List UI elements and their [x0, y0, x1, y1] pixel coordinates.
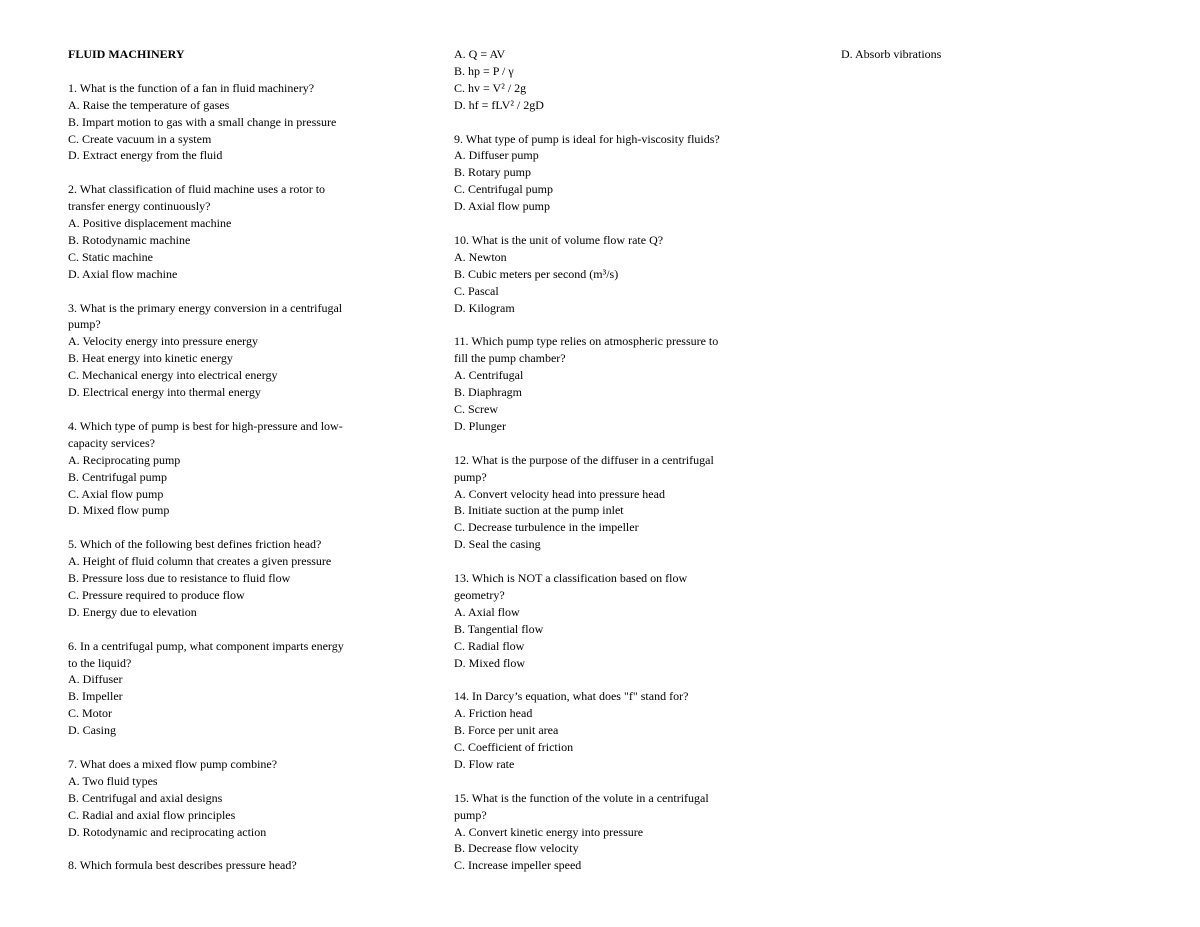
question-block	[68, 857, 398, 874]
answer-option: C. Radial and axial flow principles	[68, 807, 236, 822]
answer-option: B. Initiate suction at the pump inlet	[454, 503, 624, 518]
question-text: 6. In a centrifugal pump, what component imparts energy	[68, 638, 344, 653]
answer-option: A. Convert kinetic energy into pressure	[454, 824, 644, 839]
answer-option: B. Tangential flow	[454, 621, 544, 636]
answer-option: C. Pascal	[454, 283, 499, 298]
answer-option: C. Screw	[454, 401, 498, 416]
question-text: 13. Which is NOT a classification based on flow	[454, 571, 688, 586]
column-1	[68, 46, 398, 891]
question-text: to the liquid?	[68, 655, 132, 670]
question-text: fill the pump chamber?	[454, 351, 566, 366]
answer-option: A. Centrifugal	[454, 368, 524, 383]
question-text: transfer energy continuously?	[68, 199, 211, 214]
question-text: 12. What is the purpose of the diffuser in a centrifugal	[454, 452, 714, 467]
answer-option: D. Axial flow pump	[454, 199, 550, 214]
document-title: FLUID MACHINERY	[68, 47, 185, 61]
question-text: 2. What classification of fluid machine uses a rotor to	[68, 182, 326, 197]
answer-option: D. hf = fLV² / 2gD	[454, 97, 544, 112]
answer-option: A. Velocity energy into pressure energy	[68, 334, 258, 349]
question-text: 1. What is the function of a fan in fluid machinery?	[68, 80, 315, 95]
answer-option: D. Absorb vibrations	[841, 47, 942, 61]
answer-option: C. Radial flow	[454, 638, 525, 653]
answer-option: C. Mechanical energy into electrical energy	[68, 368, 278, 383]
question-text: 9. What type of pump is ideal for high-viscosity fluids?	[454, 131, 720, 146]
question-block	[454, 570, 784, 671]
question-block	[454, 131, 784, 216]
answer-option: D. Extract energy from the fluid	[68, 148, 223, 163]
answer-option: D. Flow rate	[454, 756, 515, 771]
answer-option: D. Plunger	[454, 418, 506, 433]
answer-option: B. Force per unit area	[454, 723, 559, 738]
question-text: 14. In Darcy’s equation, what does "f" stand for?	[454, 689, 689, 704]
question-text: 15. What is the function of the volute in a centrifugal	[454, 790, 709, 805]
answer-option: B. Diaphragm	[454, 385, 522, 400]
question-block	[68, 756, 398, 841]
answer-option: D. Energy due to elevation	[68, 604, 197, 619]
answer-option: B. Decrease flow velocity	[454, 841, 579, 856]
answer-option: A. Newton	[454, 249, 507, 264]
question-block	[68, 80, 398, 165]
question-text: 8. Which formula best describes pressure head?	[68, 858, 297, 873]
question-block	[454, 46, 784, 114]
answer-option: C. Decrease turbulence in the impeller	[454, 520, 639, 535]
column-3	[841, 46, 1171, 80]
answer-option: B. Centrifugal and axial designs	[68, 790, 223, 805]
question-text: 11. Which pump type relies on atmospheric pressure to	[454, 334, 719, 349]
answer-option: B. Cubic meters per second (m³/s)	[454, 266, 619, 281]
answer-option: A. Diffuser	[68, 672, 123, 687]
question-block	[454, 790, 784, 875]
answer-option: D. Electrical energy into thermal energy	[68, 385, 261, 400]
answer-option: A. Friction head	[454, 706, 533, 721]
question-text: pump?	[68, 317, 101, 332]
question-text: 5. Which of the following best defines friction head?	[68, 537, 322, 552]
answer-option: C. Pressure required to produce flow	[68, 587, 245, 602]
answer-option: A. Raise the temperature of gases	[68, 97, 230, 112]
answer-option: B. Centrifugal pump	[68, 469, 167, 484]
answer-option: B. hp = P / γ	[454, 63, 514, 78]
question-block	[454, 452, 784, 553]
answer-option: C. Coefficient of friction	[454, 740, 574, 755]
question-block	[68, 536, 398, 621]
question-text: pump?	[454, 807, 487, 822]
answer-option: B. Impeller	[68, 689, 123, 704]
question-text: 4. Which type of pump is best for high-pressure and low-	[68, 418, 343, 433]
column-2	[454, 46, 784, 891]
question-block	[68, 418, 398, 519]
answer-option: B. Rotary pump	[454, 165, 531, 180]
question-text: 10. What is the unit of volume flow rate Q?	[454, 232, 664, 247]
answer-option: D. Mixed flow pump	[68, 503, 170, 518]
question-block	[454, 333, 784, 434]
answer-option: C. Static machine	[68, 249, 153, 264]
answer-option: A. Diffuser pump	[454, 148, 539, 163]
question-text: pump?	[454, 469, 487, 484]
answer-option: A. Height of fluid column that creates a given pressure	[68, 554, 332, 569]
answer-option: B. Pressure loss due to resistance to fluid flow	[68, 571, 291, 586]
answer-option: B. Impart motion to gas with a small change in pressure	[68, 114, 337, 129]
answer-option: A. Axial flow	[454, 604, 520, 619]
answer-option: A. Reciprocating pump	[68, 452, 181, 467]
answer-option: A. Two fluid types	[68, 773, 158, 788]
answer-option: C. Increase impeller speed	[454, 858, 582, 873]
answer-option: B. Heat energy into kinetic energy	[68, 351, 233, 366]
answer-option: A. Convert velocity head into pressure head	[454, 486, 665, 501]
answer-option: A. Q = AV	[454, 47, 506, 61]
answer-option: D. Mixed flow	[454, 655, 525, 670]
question-block	[68, 300, 398, 401]
answer-option: D. Kilogram	[454, 300, 515, 315]
answer-option: D. Rotodynamic and reciprocating action	[68, 824, 267, 839]
answer-option: C. Axial flow pump	[68, 486, 164, 501]
question-block	[841, 46, 1171, 63]
answer-option: C. Centrifugal pump	[454, 182, 553, 197]
question-block	[454, 232, 784, 317]
answer-option: D. Axial flow machine	[68, 266, 178, 281]
answer-option: A. Positive displacement machine	[68, 216, 232, 231]
question-text: geometry?	[454, 587, 505, 602]
answer-option: D. Seal the casing	[454, 537, 541, 552]
question-block	[68, 638, 398, 739]
answer-option: D. Casing	[68, 723, 116, 738]
answer-option: B. Rotodynamic machine	[68, 232, 191, 247]
question-block	[454, 688, 784, 773]
question-text: 7. What does a mixed flow pump combine?	[68, 756, 278, 771]
question-text: capacity services?	[68, 435, 155, 450]
answer-option: C. Motor	[68, 706, 113, 721]
answer-option: C. hv = V² / 2g	[454, 80, 527, 95]
answer-option: C. Create vacuum in a system	[68, 131, 212, 146]
question-text: 3. What is the primary energy conversion in a centrifugal	[68, 300, 343, 315]
question-block	[68, 181, 398, 282]
